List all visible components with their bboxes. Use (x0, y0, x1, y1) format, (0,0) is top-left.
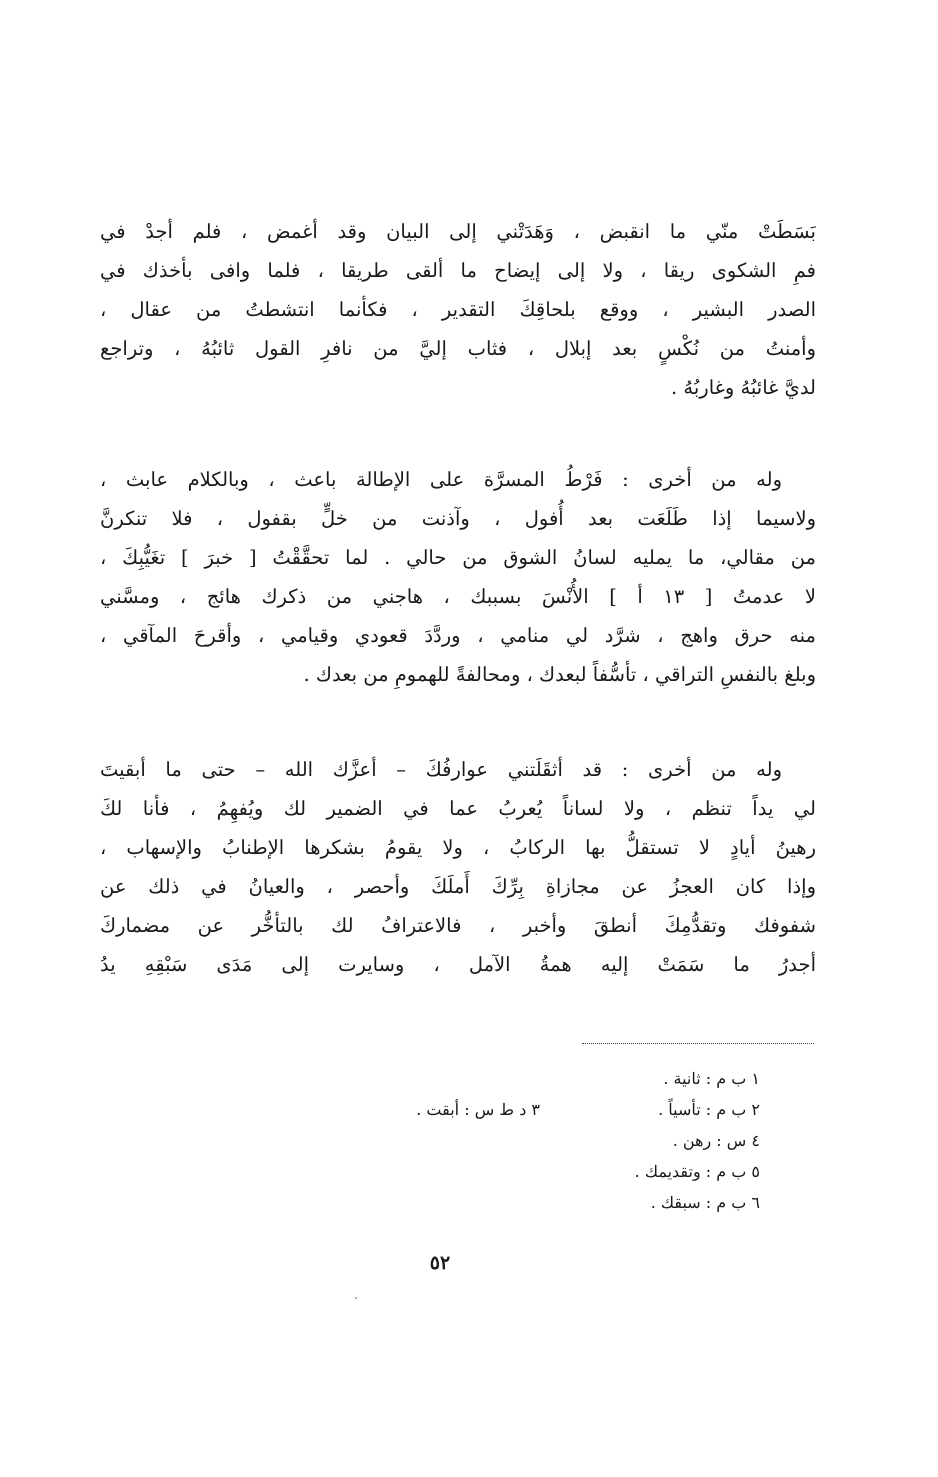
text-line: وبلغ بالنفسِ التراقي ، تأسُّفاً لبعدك ، ومحالفةً للهمومِ من بعدك . (303, 663, 816, 686)
paragraph-1 (100, 212, 816, 407)
footnote (340, 1187, 760, 1218)
text-line: وإذا كان العجزُ عن مجازاةِ بِرِّكَ أَملَكَ وأحصر ، والعيانُ في ذلك عن (100, 875, 816, 898)
text-line: لديَّ غائبُهُ وغاربُهُ . (671, 376, 816, 399)
text-line: وله من أخرى : فَرْطُ المسرَّة على الإطالة باعث ، وبالكلام عابث ، (100, 468, 782, 491)
text-line: رهينُ أيادٍ لا تستقلُّ بها الركابُ ، ولا يقومُ بشكرها الإطنابُ والإسهاب ، (100, 836, 816, 859)
paragraph-2 (100, 460, 816, 694)
footnote (340, 1125, 760, 1156)
footnote-text: ٣ د ط س : أبقت . (416, 1100, 540, 1119)
text-line: أجدرُ ما سَمَتْ إليه همةُ الآمل ، وسايرت إلى مَدَى سَبْقِهِ يدُ (100, 953, 816, 976)
footnote-text: ٢ ب م : تأسياً . (658, 1100, 760, 1119)
footnote (340, 1156, 760, 1187)
text-line: ولاسيما إذا طَلَعَت بعد أُفول ، وآذنت من خلٍّ بقفول ، فلا تنكرنَّ (100, 507, 816, 530)
paragraph-3 (100, 750, 816, 984)
text-line: لي يداً تنظم ، ولا لساناً يُعربُ عما في الضمير لك ويُفهِمُ ، فأنا لكَ (100, 797, 816, 820)
text-line: الصدر البشير ، ووقع بلحاقِكَ التقدير ، فكأنما انتشطتُ من عقال ، (100, 298, 816, 321)
footnote-divider (582, 1043, 814, 1044)
page-number: ٥٢ (429, 1252, 451, 1274)
text-line: لا عدمتُ [ ١٣ أ ] الأُنْسَ بسببك ، هاجني من ذكرك هائج ، ومسَّني (100, 585, 816, 608)
footnote-text: ٥ ب م : وتقديمك . (634, 1162, 760, 1181)
scan-speck (355, 1297, 357, 1299)
footnote (340, 1094, 760, 1125)
footnotes (340, 1063, 760, 1218)
text-line: شفوفك وتقدُّمِكَ أنطقَ وأخبر ، فالاعترافُ لك بالتأخُّر عن مضماركَ (100, 914, 816, 937)
text-line: منه حرق واهج ، شرَّد لي منامي ، وردَّدَ قعودي وقيامي ، وأقرحَ المآقي ، (100, 624, 816, 647)
text-line: بَسَطَتْ منّي ما انقبض ، وَهَدَتْني إلى البيان وقد أغمض ، فلم أجدْ في (100, 220, 816, 243)
footnote-text: ٤ س : رهن . (672, 1131, 760, 1150)
footnote (340, 1063, 760, 1094)
text-line: وأمنتُ من نُكْسٍ بعد إبلال ، فثاب إليَّ من نافرِ القول ثائبُهُ ، وتراجع (100, 337, 816, 360)
footnote-text: ٦ ب م : سبقك . (650, 1193, 760, 1212)
text-line: فمِ الشكوى ريقا ، ولا إلى إيضاح ما ألقى طريقا ، فلما وافى بأخذك في (100, 259, 816, 282)
text-line: من مقالي، ما يمليه لسانُ الشوق من حالي . لما تحقَّقْتُ [ خبرَ ] تغَيُّبِكَ ، (100, 546, 816, 569)
text-line: وله من أخرى : قد أثقَلَتني عوارفُكَ – أعزَّك الله – حتى ما أبقيتَ (100, 758, 782, 781)
footnote-text: ١ ب م : ثانية . (663, 1069, 760, 1088)
